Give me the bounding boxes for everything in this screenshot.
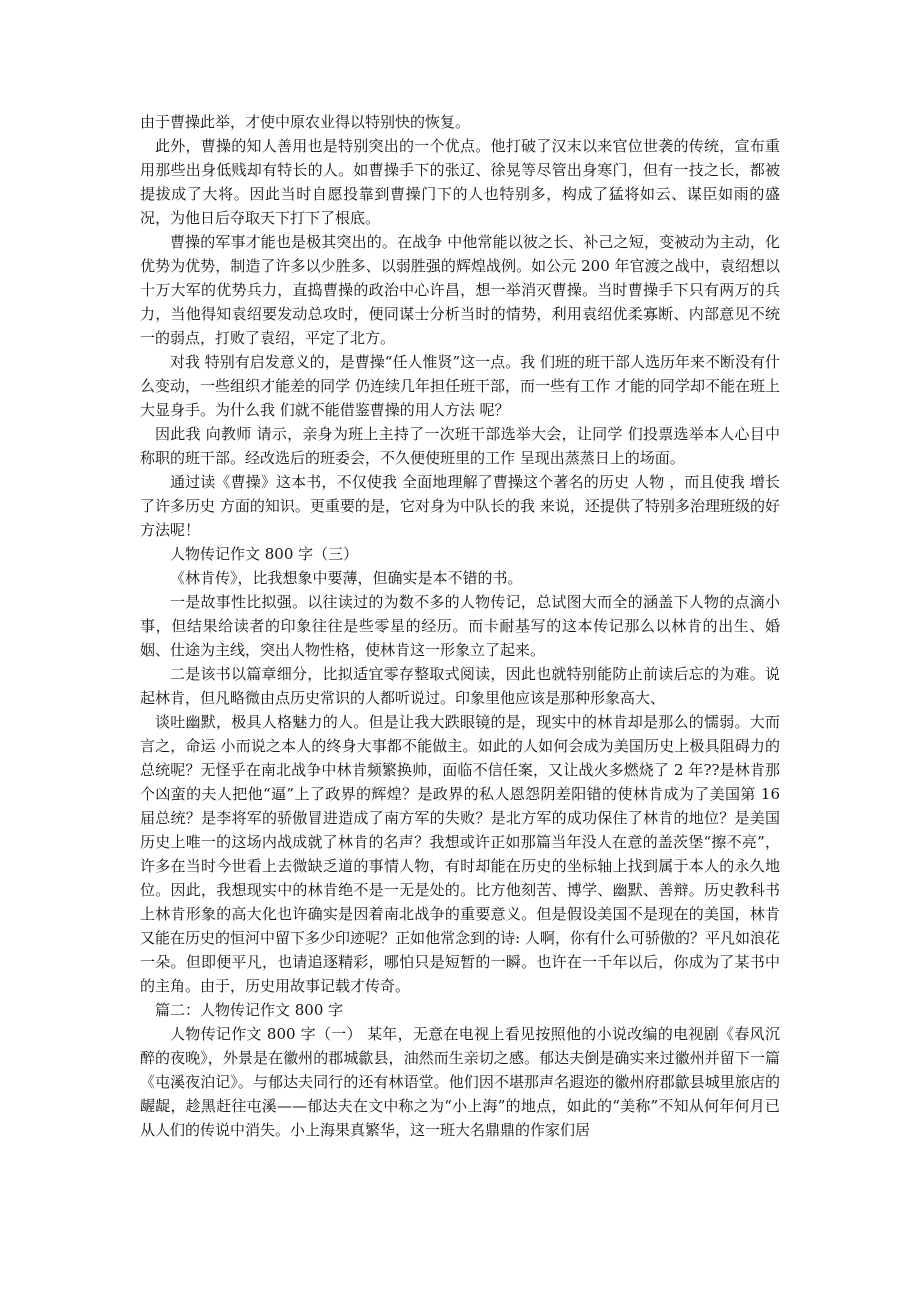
- paragraph-6: 通过读《曹操》这本书，不仅使我 全面地理解了曹操这个著名的历史 人物 ，而且使我 增长了许多历史 方面的知识。更重要的是，它对身为中队长的我 来说，还提供了特别多治理班级的好方法呢！: [140, 473, 780, 539]
- paragraph-1: 由于曹操此举，才使中原农业得以特别快的恢复。: [140, 113, 471, 131]
- paragraph-11: 人物传记作文 800 字（一） 某年，无意在电视上看见按照他的小说改编的电视剧《春风沉醉的夜晚》，外景是在徽州的郡城歙县，油然而生亲切之感。郁达夫倒是确实来过徽州并留下一篇《屯溪夜泊记》。与郁达夫同行的还有林语堂。他们因不堪那声名遐迩的徽州府郡歙县城里旅店的龌龊，趁黑赶往屯溪——郁达夫在文中称之为“小上海”的地点，如此的“美称”不知从何年何月已从人们的传说中消失。小上海果真繁华，这一班大名鼎鼎的作家们居: [140, 1025, 780, 1139]
- section-heading-3: 人物传记作文 800 字（三）: [170, 545, 359, 563]
- document-page: [140, 110, 780, 1142]
- section-heading-2: 篇二：人物传记作文 800 字: [155, 1001, 344, 1019]
- paragraph-7: 《林肯传》，比我想象中要薄，但确实是本不错的书。: [170, 569, 523, 587]
- paragraph-2: 此外，曹操的知人善用也是特别突出的一个优点。他打破了汉末以来官位世袭的传统，宣布重用那些出身低贱却有特长的人。如曹操手下的张辽、徐晃等尽管出身寒门，但有一技之长，都被提拔成了大将。因此当时自愿投靠到曹操门下的人也特别多，构成了猛将如云、谋臣如雨的盛况，为他日后夺取天下打下了根底。: [140, 137, 780, 227]
- paragraph-4: 对我 特别有启发意义的，是曹操“任人惟贤”这一点。我 们班的班干部人选历年来不断没有什么变动，一些组织才能差的同学 仍连续几年担任班干部，而一些有工作 才能的同学却不能在班上大显身手。为什么我 们就不能借鉴曹操的用人方法 呢？: [140, 353, 780, 419]
- paragraph-8: 一是故事性比拟强。以往读过的为数不多的人物传记，总试图大而全的涵盖下人物的点滴小事，但结果给读者的印象往往是些零星的经历。而卡耐基写的这本传记那么以林肯的出生、婚姻、仕途为主线，突出人物性格，使林肯这一形象立了起来。: [140, 593, 780, 659]
- paragraph-5: 因此我 向教师 请示，亲身为班上主持了一次班干部选举大会，让同学 们投票选举本人心目中称职的班干部。经改选后的班委会，不久便使班里的工作 呈现出蒸蒸日上的场面。: [140, 425, 780, 467]
- paragraph-10: 谈吐幽默，极具人格魅力的人。但是让我大跌眼镜的是，现实中的林肯却是那么的懦弱。大而言之，命运 小而说之本人的终身大事都不能做主。如此的人如何会成为美国历史上极具阻碍力的总统呢？无怪乎在南北战争中林肯频繁换帅，面临不信任案，又让战火多燃烧了 2 年??是林肯那个凶蛮的夫人把他“逼”上了政界的辉煌？是政界的私人恩怨阴差阳错的使林肯成为了美国第 16 届总统？是李将军的骄傲冒进造成了南方军的失败？是北方军的成功保住了林肯的地位？是美国历史上唯一的这场内战成就了林肯的名声？我想或许正如那篇当年没人在意的盖茨堡“擦不亮”，许多在当时今世看上去微缺乏道的事情人物，有时却能在历史的坐标轴上找到属于本人的永久地位。因此，我想现实中的林肯绝不是一无是处的。比方他刻苦、博学、幽默、善辩。历史教科书上林肯形象的高大化也许确实是因着南北战争的重要意义。但是假设美国不是现在的美国，林肯又能在历史的恒河中留下多少印迹呢？正如他常念到的诗: 人啊，你有什么可骄傲的？平凡如浪花一朵。但即便平凡，也请追逐精彩，哪怕只是短暂的一瞬。也许在一千年以后，你成为了某书中的主角。由于，历史用故事记载才传奇。: [140, 713, 780, 995]
- paragraph-9: 二是该书以篇章细分，比拟适宜零存整取式阅读，因此也就特别能防止前读后忘的为难。说起林肯，但凡略微由点历史常识的人都听说过。印象里他应该是那种形象高大、: [140, 665, 780, 707]
- paragraph-3: 曹操的军事才能也是极其突出的。在战争 中他常能以彼之长、补己之短，变被动为主动，化优势为优势，制造了许多以少胜多、以弱胜强的辉煌战例。如公元 200 年官渡之战中，袁绍想以十万大军的优势兵力，直捣曹操的政治中心许昌，想一举消灭曹操。当时曹操手下只有两万的兵力，当他得知袁绍要发动总攻时，便同谋士分析当时的情势，利用袁绍优柔寡断、内部意见不统一的弱点，打败了袁绍，平定了北方。: [140, 233, 780, 347]
